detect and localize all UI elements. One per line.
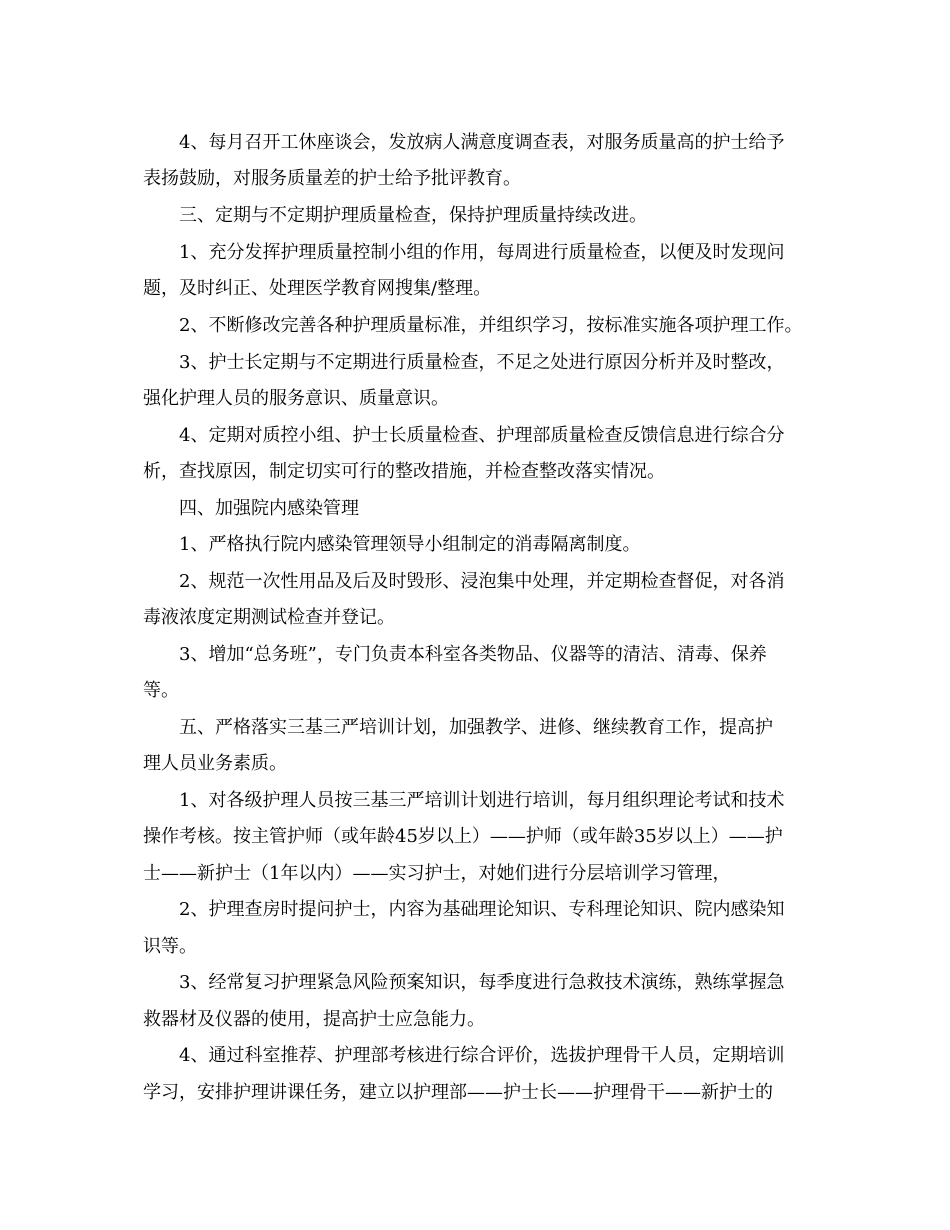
text-line: 析，查找原因，制定切实可行的整改措施，并检查整改落实情况。 [143, 461, 665, 482]
section-heading: 三、定期与不定期护理质量检查，保持护理质量持续改进。 [179, 205, 647, 226]
text-line: 理人员业务素质。 [143, 753, 287, 774]
text-line: 识等。 [143, 936, 197, 957]
text-line: 4、每月召开工休座谈会，发放病人满意度调查表，对服务质量高的护士给予 [179, 132, 785, 153]
text-line: 学习，安排护理讲课任务，建立以护理部——护士长——护理骨干——新护士的 [143, 1082, 773, 1103]
section-heading: 四、加强院内感染管理 [179, 498, 359, 519]
text-line: 1、充分发挥护理质量控制小组的作用，每周进行质量检查，以便及时发现问 [179, 242, 785, 263]
text-line: 4、定期对质控小组、护士长质量检查、护理部质量检查反馈信息进行综合分 [179, 425, 785, 446]
text-line: 救器材及仪器的使用，提高护士应急能力。 [143, 1009, 485, 1030]
text-line: 题，及时纠正、处理医学教育网搜集/整理。 [143, 278, 492, 299]
text-line: 操作考核。按主管护师（或年龄45岁以上）——护师（或年龄35岁以上）——护 [143, 826, 783, 847]
text-line: 2、规范一次性用品及后及时毁形、浸泡集中处理，并定期检查督促，对各消 [179, 571, 785, 592]
text-line: 4、通过科室推荐、护理部考核进行综合评价，选拔护理骨干人员，定期培训 [179, 1045, 785, 1066]
text-line: 等。 [143, 680, 179, 701]
text-line: 3、增加“总务班”，专门负责本科室各类物品、仪器等的清洁、清毒、保养 [179, 644, 767, 665]
text-line: 3、护士长定期与不定期进行质量检查，不足之处进行原因分析并及时整改， [179, 352, 785, 373]
text-line: 士——新护士（1年以内）——实习护士，对她们进行分层培训学习管理， [143, 863, 731, 884]
text-line: 2、不断修改完善各种护理质量标准，并组织学习，按标准实施各项护理工作。 [179, 315, 803, 336]
text-line: 强化护理人员的服务意识、质量意识。 [143, 388, 449, 409]
text-line: 1、对各级护理人员按三基三严培训计划进行培训，每月组织理论考试和技术 [179, 790, 785, 811]
text-line: 表扬鼓励，对服务质量差的护士给予批评教育。 [143, 168, 521, 189]
text-line: 3、经常复习护理紧急风险预案知识，每季度进行急救技术演练，熟练掌握急 [179, 972, 785, 993]
section-heading: 五、严格落实三基三严培训计划，加强教学、进修、继续教育工作，提高护 [179, 717, 773, 738]
text-line: 1、严格执行院内感染管理领导小组制定的消毒隔离制度。 [179, 534, 641, 555]
text-line: 毒液浓度定期测试检查并登记。 [143, 607, 395, 628]
text-line: 2、护理查房时提问护士，内容为基础理论知识、专科理论知识、院内感染知 [179, 899, 785, 920]
